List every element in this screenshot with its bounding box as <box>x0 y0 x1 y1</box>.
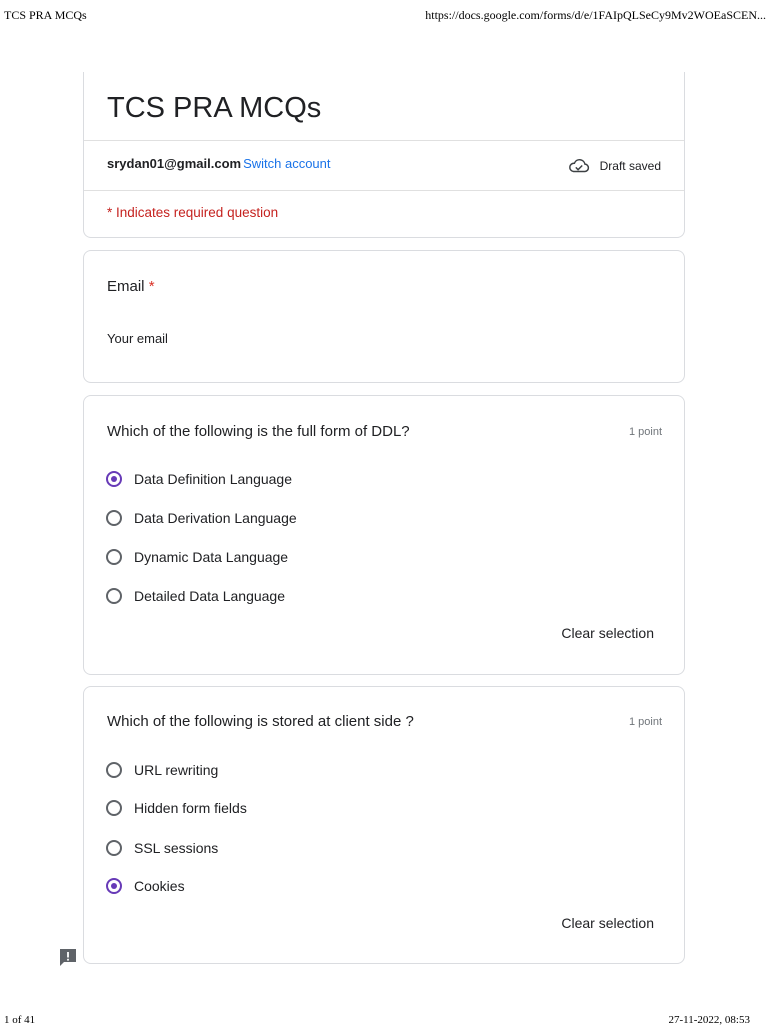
email-question-title <box>107 278 155 295</box>
draft-status <box>568 158 661 174</box>
question-title: Which of the following is the full form of DDL? <box>107 423 410 440</box>
account-divider <box>84 190 684 191</box>
question-points: 1 point <box>628 426 662 438</box>
radio-button[interactable] <box>106 510 122 526</box>
feedback-icon[interactable] <box>58 947 78 967</box>
radio-button[interactable] <box>106 588 122 604</box>
radio-button[interactable] <box>106 549 122 565</box>
print-header <box>4 8 766 24</box>
form-title: TCS PRA MCQs <box>107 92 322 124</box>
option-label: Detailed Data Language <box>134 588 286 604</box>
radio-option[interactable] <box>106 800 247 816</box>
question-card-ddl <box>83 395 685 675</box>
radio-option[interactable] <box>106 510 297 526</box>
question-title: Which of the following is stored at client side ? <box>107 713 414 730</box>
print-footer-datetime: 27-11-2022, 08:53 <box>668 1014 750 1026</box>
option-label: URL rewriting <box>134 762 219 778</box>
radio-option[interactable] <box>106 840 218 856</box>
header-divider <box>84 140 684 141</box>
print-footer <box>4 1014 750 1028</box>
option-label: Hidden form fields <box>134 800 247 816</box>
email-question-card <box>83 250 685 383</box>
radio-option[interactable] <box>106 878 185 894</box>
option-label: SSL sessions <box>134 840 219 856</box>
clear-selection-button[interactable]: Clear selection <box>561 915 654 931</box>
email-label: Email <box>107 278 145 295</box>
radio-option[interactable] <box>106 588 285 604</box>
radio-option[interactable] <box>106 762 218 778</box>
form-header-card <box>83 72 685 238</box>
print-header-title: TCS PRA MCQs <box>4 8 87 22</box>
option-label: Data Definition Language <box>134 471 293 487</box>
print-header-url: https://docs.google.com/forms/d/e/1FAIpQLSeCy9Mv2WOEaSCEN... <box>425 8 766 22</box>
radio-option[interactable] <box>106 471 292 487</box>
option-label: Cookies <box>134 878 185 894</box>
account-email: srydan01@gmail.com <box>107 156 242 171</box>
option-label: Dynamic Data Language <box>134 549 289 565</box>
required-note: * Indicates required question <box>107 205 279 220</box>
radio-option[interactable] <box>106 549 288 565</box>
radio-button-checked[interactable] <box>106 878 122 894</box>
radio-button-checked[interactable] <box>106 471 122 487</box>
clear-selection-button[interactable]: Clear selection <box>561 625 654 641</box>
required-marker: * <box>148 278 155 295</box>
account-row <box>107 156 331 171</box>
draft-status-text: Draft saved <box>599 159 661 173</box>
radio-button[interactable] <box>106 800 122 816</box>
option-label: Data Derivation Language <box>134 510 297 526</box>
question-points: 1 point <box>628 716 662 728</box>
email-input[interactable] <box>107 331 407 346</box>
cloud-done-icon <box>568 158 590 174</box>
switch-account-link[interactable]: Switch account <box>243 156 331 171</box>
radio-button[interactable] <box>106 840 122 856</box>
radio-button[interactable] <box>106 762 122 778</box>
print-footer-page: 1 of 41 <box>4 1014 36 1026</box>
question-card-client-side <box>83 686 685 964</box>
